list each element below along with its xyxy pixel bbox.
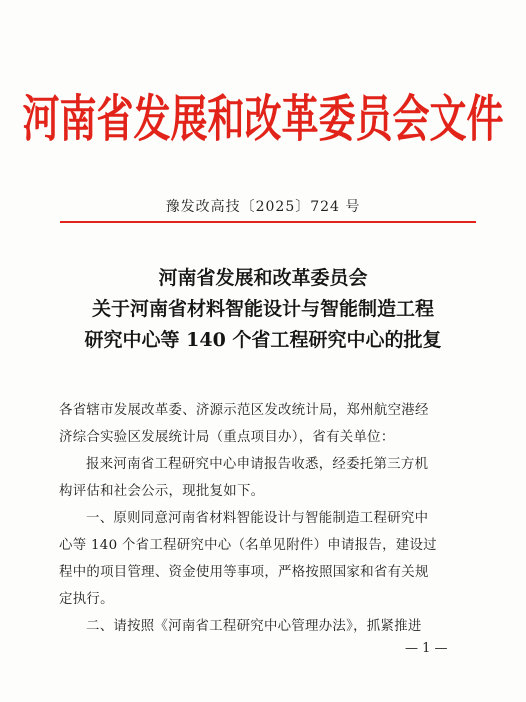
title-line-3: 研究中心等 140 个省工程研究中心的批复 (84, 329, 442, 351)
body-line-addressees-1: 各省辖市发展改革委、济源示范区发改统计局，郑州航空港经 (59, 403, 429, 418)
document-title (0, 263, 526, 356)
body-line-para2-3: 程中的项目管理、资金使用等事项，严格按照国家和省有关规 (59, 565, 429, 580)
red-divider-line (60, 221, 476, 223)
body-line-para3-1: 二、请按照《河南省工程研究中心管理办法》，抓紧推进 (86, 619, 422, 634)
body-line-addressees-2: 济综合实验区发展统计局（重点项目办），省有关单位： (59, 430, 395, 445)
body-line-para2-4: 定执行。 (59, 592, 114, 607)
body-line-para2-2: 心等 140 个省工程研究中心（名单见附件）申请报告，建设过 (59, 538, 437, 553)
title-line-2: 关于河南省材料智能设计与智能制造工程 (91, 298, 434, 320)
issuer-banner: 河南省发展和改革委员会文件 (22, 88, 504, 149)
body-line-para1-2: 构评估和社会公示，现批复如下。 (59, 484, 265, 499)
body-line-para1-1: 报来河南省工程研究中心申请报告收悉，经委托第三方机 (86, 457, 429, 472)
document-body (59, 397, 466, 640)
document-number: 豫发改高技〔2025〕724 号 (165, 199, 361, 215)
title-line-1: 河南省发展和改革委员会 (158, 267, 368, 289)
page-number: — 1 — (405, 641, 448, 656)
body-line-para2-1: 一、原则同意河南省材料智能设计与智能制造工程研究中 (86, 511, 429, 526)
